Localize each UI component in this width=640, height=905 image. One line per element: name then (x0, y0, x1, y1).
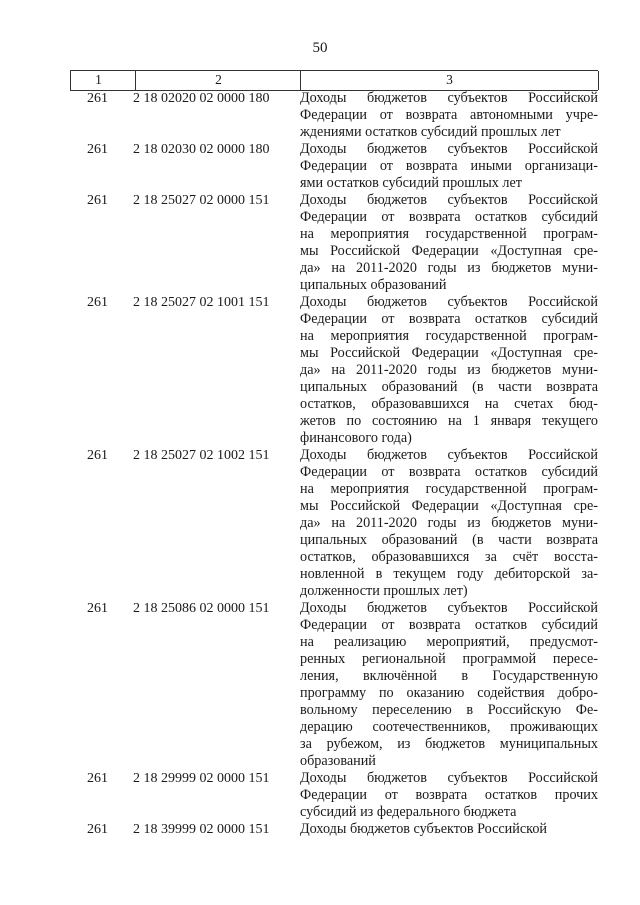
description-line: мы Российской Федерации «Доступная сре- (300, 345, 598, 361)
description-line: субсидий из федерального бюджета (300, 804, 517, 820)
description-line: мы Российской Федерации «Доступная сре- (300, 498, 598, 514)
table-row (70, 770, 598, 821)
admin-code-cell: 261 (87, 142, 108, 157)
description-line: ждениями остатков субсидий прошлых лет (300, 124, 561, 140)
description-line: на реализацию мероприятий, предусмот- (300, 634, 598, 650)
description-line: Федерации от возврата иными организаци- (300, 158, 598, 174)
admin-code-cell: 261 (87, 193, 108, 208)
description-line: ципальных образований (в части возврата (300, 532, 598, 548)
table-header-col-2: 2 (135, 71, 301, 90)
admin-code-cell: 261 (87, 771, 108, 786)
description-line: Доходы бюджетов субъектов Российской (300, 294, 598, 310)
description-line: ципальных образований (в части возврата (300, 379, 598, 395)
budget-classification-code-cell: 2 18 29999 02 0000 151 (133, 771, 270, 786)
budget-classification-code-cell: 2 18 02030 02 0000 180 (133, 142, 270, 157)
description-line: да» на 2011-2020 годы из бюджетов муни- (300, 260, 598, 276)
description-line: финансового года) (300, 430, 412, 446)
budget-classification-code-cell: 2 18 39999 02 0000 151 (133, 822, 270, 837)
description-line: Доходы бюджетов субъектов Российской (300, 447, 598, 463)
description-line: да» на 2011-2020 годы из бюджетов муни- (300, 515, 598, 531)
table-row (70, 141, 598, 192)
description-line: жетов по состоянию на 1 января текущего (300, 413, 598, 429)
description-line: дерацию соотечественников, проживающих (300, 719, 598, 735)
admin-code-cell: 261 (87, 91, 108, 106)
table-row (70, 294, 598, 447)
description-line: образований (300, 753, 376, 769)
description-line: на мероприятия государственной програм- (300, 481, 598, 497)
budget-classification-code-cell: 2 18 25027 02 0000 151 (133, 193, 270, 208)
description-line: Федерации от возврата автономными учре- (300, 107, 598, 123)
description-line: Доходы бюджетов субъектов Российской (300, 600, 598, 616)
table-body (70, 90, 598, 838)
income-description-cell (300, 770, 598, 821)
description-line: ренных региональной программой пересе- (300, 651, 598, 667)
description-line: ления, включённой в Государственную (300, 668, 598, 684)
income-description-cell (300, 141, 598, 192)
description-line: долженности прошлых лет) (300, 583, 468, 599)
description-line: Федерации от возврата остатков прочих (300, 787, 598, 803)
description-line: Федерации от возврата остатков субсидий (300, 311, 598, 327)
description-line: вольному переселению в Российскую Фе- (300, 702, 598, 718)
income-description-cell (300, 821, 598, 838)
table-row (70, 90, 598, 141)
income-description-cell (300, 192, 598, 294)
description-line: мы Российской Федерации «Доступная сре- (300, 243, 598, 259)
description-line: на мероприятия государственной програм- (300, 328, 598, 344)
description-line: да» на 2011-2020 годы из бюджетов муни- (300, 362, 598, 378)
page-number: 50 (312, 40, 328, 56)
income-description-cell (300, 600, 598, 770)
description-line: Доходы бюджетов субъектов Российской (300, 821, 548, 837)
description-line: программу по оказанию содействия добро- (300, 685, 598, 701)
description-line: остатков, образовавшихся на счетах бюд- (300, 396, 598, 412)
table-row (70, 600, 598, 770)
description-line: за рубежом, из бюджетов муниципальных (300, 736, 598, 752)
description-line: ципальных образований (300, 277, 447, 293)
description-line: Доходы бюджетов субъектов Российской (300, 192, 598, 208)
budget-classification-code-cell: 2 18 02020 02 0000 180 (133, 91, 270, 106)
description-line: Федерации от возврата остатков субсидий (300, 209, 598, 225)
description-line: на мероприятия государственной програм- (300, 226, 598, 242)
table-header-col-1: 1 (70, 71, 126, 90)
table-row (70, 447, 598, 600)
description-line: Доходы бюджетов субъектов Российской (300, 141, 598, 157)
description-line: Федерации от возврата остатков субсидий (300, 617, 598, 633)
budget-classification-code-cell: 2 18 25027 02 1002 151 (133, 448, 270, 463)
table-row (70, 821, 598, 838)
description-line: новленной в текущем году дебиторской за- (300, 566, 598, 582)
table-header-col-3: 3 (300, 71, 599, 90)
description-line: Доходы бюджетов субъектов Российской (300, 90, 598, 106)
description-line: Федерации от возврата остатков субсидий (300, 464, 598, 480)
admin-code-cell: 261 (87, 448, 108, 463)
admin-code-cell: 261 (87, 601, 108, 616)
income-description-cell (300, 447, 598, 600)
table-header-row (70, 70, 598, 91)
description-line: остатков, образовавшихся за счёт восста- (300, 549, 598, 565)
admin-code-cell: 261 (87, 822, 108, 837)
table-row (70, 192, 598, 294)
income-description-cell (300, 294, 598, 447)
income-description-cell (300, 90, 598, 141)
budget-classification-code-cell: 2 18 25086 02 0000 151 (133, 601, 270, 616)
admin-code-cell: 261 (87, 295, 108, 310)
budget-classification-code-cell: 2 18 25027 02 1001 151 (133, 295, 270, 310)
description-line: ями остатков субсидий прошлых лет (300, 175, 523, 191)
description-line: Доходы бюджетов субъектов Российской (300, 770, 598, 786)
